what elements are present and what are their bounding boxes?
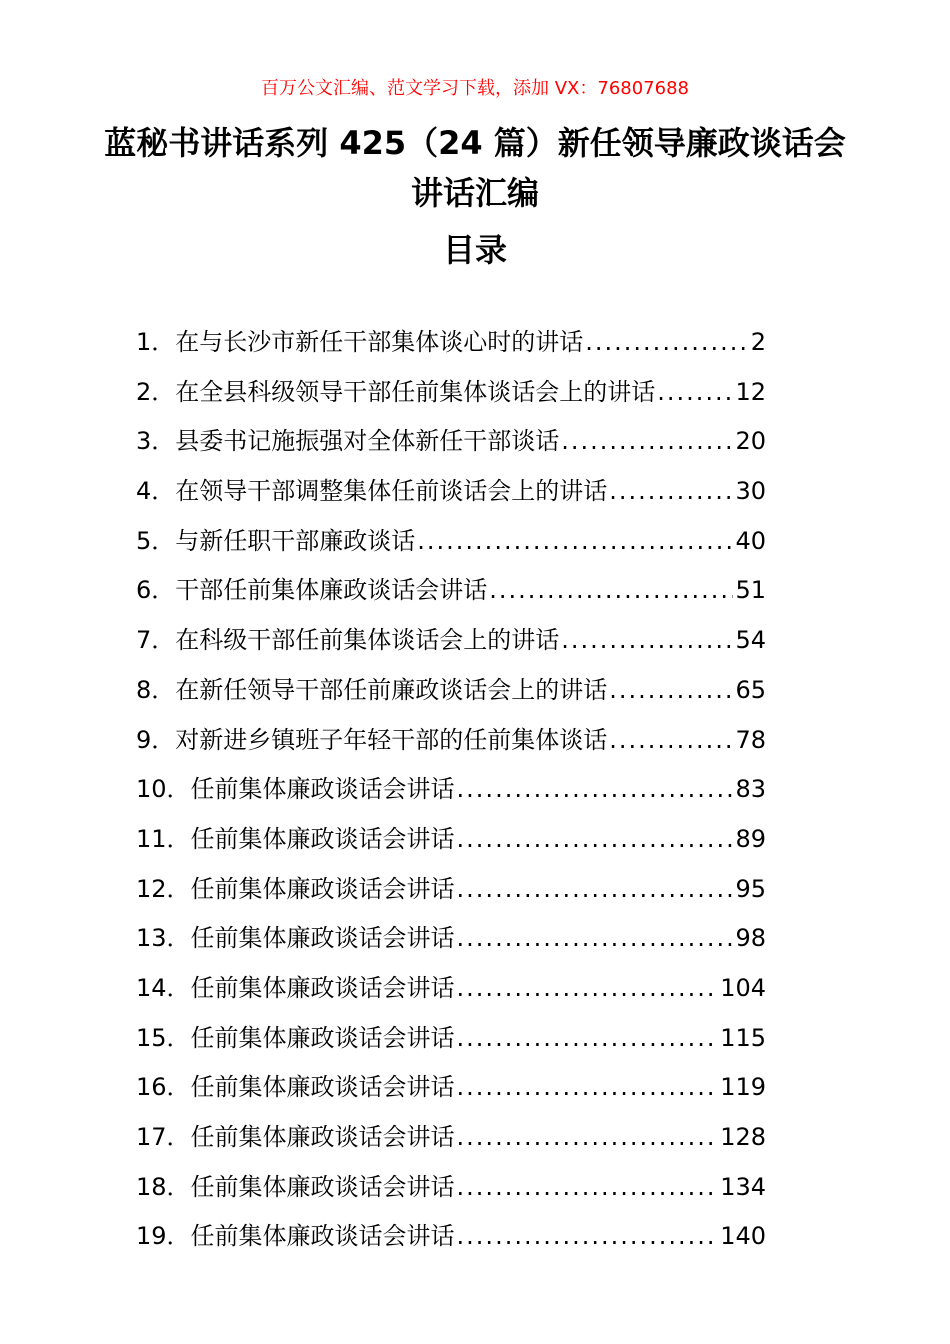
toc-entry-title: 任前集体廉政谈话会讲话 — [190, 1222, 455, 1251]
toc-dot-leader — [609, 716, 733, 766]
toc-entry-number: 12． — [136, 874, 191, 903]
toc-entry-title: 任前集体廉政谈话会讲话 — [190, 973, 455, 1002]
toc-entry-number: 2． — [136, 377, 176, 406]
toc-entry-title: 对新进乡镇班子年轻干部的任前集体谈话 — [175, 725, 608, 754]
toc-entry-number: 8． — [136, 675, 176, 704]
toc-dot-leader — [457, 914, 734, 964]
toc-entry-number: 16． — [136, 1073, 191, 1102]
toc-entry-page: 115 — [720, 1023, 766, 1052]
toc-dot-leader — [457, 815, 734, 865]
toc-entry-number: 3． — [136, 427, 176, 456]
toc-entry-number: 10． — [136, 775, 191, 804]
toc-entry[interactable] — [136, 815, 766, 865]
toc-dot-leader — [457, 1163, 719, 1213]
toc-entry-page: 140 — [720, 1222, 766, 1251]
toc-dot-leader — [561, 417, 733, 467]
toc-entry-title: 任前集体廉政谈话会讲话 — [190, 775, 455, 804]
document-title: 蓝秘书讲话系列 425（24 篇）新任领导廉政谈话会讲话汇编 — [104, 124, 846, 212]
toc-entry-page: 95 — [735, 874, 766, 903]
toc-entry-page: 30 — [735, 477, 766, 506]
toc-entry[interactable] — [136, 865, 766, 915]
toc-entry-title: 在科级干部任前集体谈话会上的讲话 — [175, 626, 560, 655]
toc-entry-number: 1． — [136, 328, 176, 356]
toc-entry-number: 18． — [136, 1172, 191, 1201]
toc-entry-page: 83 — [735, 775, 766, 804]
toc-entry-page: 134 — [720, 1172, 766, 1201]
toc-entry-page: 54 — [735, 626, 766, 655]
toc-entry-title: 在全县科级领导干部任前集体谈话会上的讲话 — [175, 377, 656, 406]
toc-entry-title: 县委书记施振强对全体新任干部谈话 — [175, 427, 560, 456]
toc-entry[interactable] — [136, 368, 766, 418]
toc-entry-number: 9． — [136, 725, 176, 754]
toc-entry-number: 15． — [136, 1023, 191, 1052]
toc-entry-title: 任前集体廉政谈话会讲话 — [190, 874, 455, 903]
toc-entry[interactable] — [136, 566, 766, 616]
toc-entry[interactable] — [136, 1063, 766, 1113]
toc-entry-page: 12 — [735, 377, 766, 406]
toc-entry-title: 任前集体廉政谈话会讲话 — [190, 1023, 455, 1052]
toc-dot-leader — [457, 1113, 719, 1163]
toc-entry[interactable] — [136, 1212, 766, 1262]
toc-heading: 目录 — [442, 231, 507, 269]
toc-entry-number: 4． — [136, 477, 176, 506]
toc-entry-title: 任前集体廉政谈话会讲话 — [190, 924, 455, 953]
toc-dot-leader — [609, 467, 733, 517]
toc-dot-leader — [457, 865, 734, 915]
toc-dot-leader — [609, 666, 733, 716]
toc-entry-page: 65 — [735, 675, 766, 704]
toc-entry-number: 17． — [136, 1123, 191, 1151]
toc-entry-number: 6． — [136, 576, 176, 605]
toc-entry-title: 在领导干部调整集体任前谈话会上的讲话 — [175, 477, 608, 506]
toc-entry-page: 98 — [735, 924, 766, 953]
toc-dot-leader — [457, 765, 734, 815]
toc-entry[interactable] — [136, 417, 766, 467]
toc-entry[interactable] — [136, 1113, 766, 1163]
toc-entry-number: 14． — [136, 973, 191, 1002]
toc-entry-page: 104 — [720, 973, 766, 1002]
toc-dot-leader — [561, 616, 733, 666]
toc-entry-number: 11． — [136, 824, 191, 853]
toc-entry-number: 19． — [136, 1222, 191, 1251]
toc-entry[interactable] — [136, 318, 766, 368]
toc-entry-page: 119 — [720, 1073, 766, 1102]
toc-entry[interactable] — [136, 964, 766, 1014]
toc-entry-title: 在与长沙市新任干部集体谈心时的讲话 — [175, 328, 584, 356]
toc-entry-page: 89 — [735, 824, 766, 853]
toc-entry[interactable] — [136, 1163, 766, 1213]
toc-entry-title: 任前集体廉政谈话会讲话 — [190, 1123, 455, 1151]
toc-entry-number: 5． — [136, 526, 176, 555]
toc-entry[interactable] — [136, 467, 766, 517]
toc-entry[interactable] — [136, 716, 766, 766]
toc-entry[interactable] — [136, 616, 766, 666]
toc-entry[interactable] — [136, 1014, 766, 1064]
toc-dot-leader — [457, 1014, 719, 1064]
toc-dot-leader — [657, 368, 733, 418]
toc-entry-page: 20 — [735, 427, 766, 456]
toc-entry-title: 干部任前集体廉政谈话会讲话 — [175, 576, 488, 605]
toc-entry[interactable] — [136, 517, 766, 567]
toc-dot-leader — [585, 318, 748, 368]
toc-entry-title: 任前集体廉政谈话会讲话 — [190, 1073, 455, 1102]
toc-dot-leader — [417, 517, 733, 567]
toc-entry[interactable] — [136, 666, 766, 716]
toc-entry-page: 2 — [750, 328, 766, 356]
toc-entry-page: 78 — [735, 725, 766, 754]
header-note: 百万公文汇编、范文学习下载，添加 VX：76807688 — [261, 78, 689, 99]
toc-entry-title: 在新任领导干部任前廉政谈话会上的讲话 — [175, 675, 608, 704]
toc-entry-page: 51 — [735, 576, 766, 605]
toc-entry-title: 任前集体廉政谈话会讲话 — [190, 1172, 455, 1201]
toc-entry-title: 任前集体廉政谈话会讲话 — [190, 824, 455, 853]
toc-entry-page: 128 — [720, 1123, 766, 1151]
toc-dot-leader — [457, 1212, 719, 1262]
toc-dot-leader — [457, 964, 719, 1014]
toc-dot-leader — [457, 1063, 719, 1113]
toc-entry-number: 7． — [136, 626, 176, 655]
toc-entry[interactable] — [136, 765, 766, 815]
toc-dot-leader — [489, 566, 733, 616]
toc-entry-number: 13． — [136, 924, 191, 953]
toc-entry[interactable] — [136, 914, 766, 964]
table-of-contents — [136, 318, 766, 1262]
toc-entry-page: 40 — [735, 526, 766, 555]
toc-entry-title: 与新任职干部廉政谈话 — [175, 526, 416, 555]
